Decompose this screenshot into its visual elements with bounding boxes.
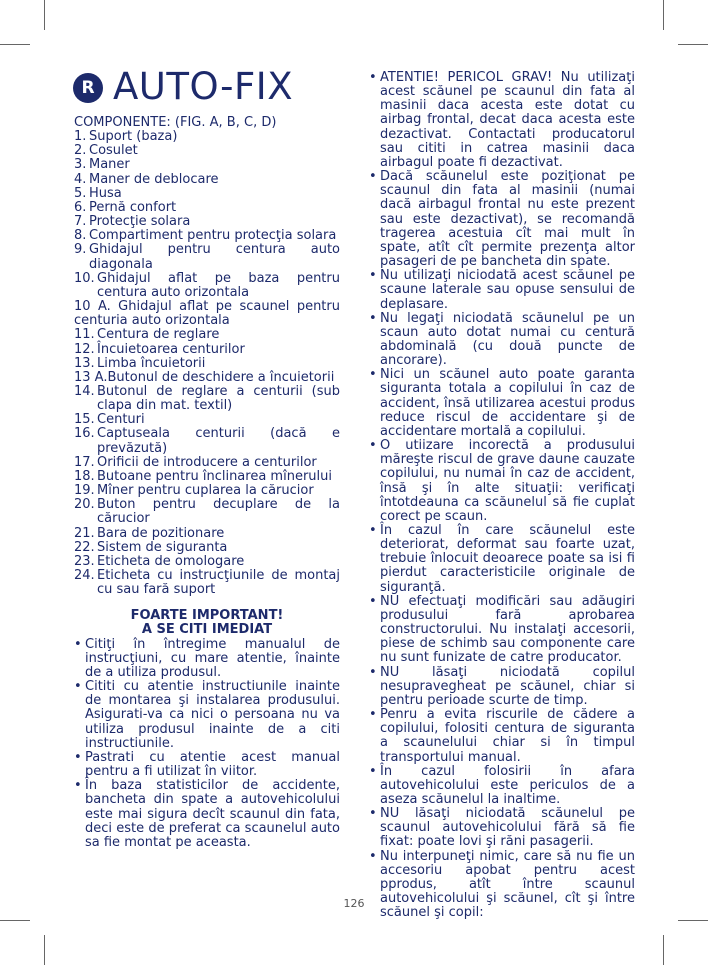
- component-number: 4.: [74, 171, 87, 187]
- bullet-icon: •: [74, 749, 82, 765]
- bullet-text: Citiţi în întregime manualul de instrucţiuni, cu mare atentie, înainte de a utiliza produsul.: [85, 636, 340, 680]
- component-number: 6.: [74, 199, 87, 215]
- component-item: [74, 130, 340, 144]
- component-label: Compartiment pentru protecţia solara: [89, 228, 337, 244]
- bullet-item: [369, 439, 635, 524]
- bullet-item: [369, 666, 635, 708]
- component-number: 17.: [74, 454, 95, 470]
- bullet-text: În cazul în care scăunelul este deteriorat, deformat sau foarte uzat, trebuie înlocuit deoarece poate sa isi fi pierdut caracteristicile originale de siguranţă.: [380, 523, 635, 595]
- component-item: [74, 357, 340, 371]
- component-item: [74, 328, 340, 342]
- bullet-icon: •: [369, 806, 377, 822]
- component-number: 22.: [74, 539, 95, 555]
- component-label: Centuri: [97, 412, 145, 428]
- component-number: 13 A.: [74, 369, 108, 385]
- component-number: 3.: [74, 157, 87, 173]
- bullet-icon: •: [369, 707, 377, 723]
- bullet-text: Nu legaţi niciodată scăunelul pe un scaun auto dotat numai cu centură abdominală (cu două puncte de ancorare).: [380, 310, 635, 369]
- crop-mark: [663, 935, 664, 965]
- crop-mark: [0, 44, 30, 45]
- component-number: 8.: [74, 228, 87, 244]
- bullet-item: [369, 71, 635, 170]
- component-number: 15.: [74, 412, 95, 428]
- bullet-text: Cititi cu atentie instructiunile inainte de montarea şi instalarea produsului. Asigurati-va ca nici o persoana nu va utiliza produsul inainte de a citi instructiunile.: [85, 679, 340, 751]
- component-label: Buton pentru decuplare de la cărucior: [97, 497, 340, 527]
- bullet-text: Penru a evita riscurile de cădere a copilului, folositi centura de siguranta a scaunelului chiar si în timpul transportului manual.: [380, 707, 635, 765]
- component-item: [74, 173, 340, 187]
- component-label: Centura de reglare: [97, 327, 220, 343]
- bullet-text: Nu interpuneţi nimic, care să nu fie un accesoriu apobat pentru acest pprodus, atît între scaunul autovehicolului şi scăunel, cît şi între scăunel şi copil:: [380, 848, 635, 921]
- component-label: Bara de pozitionare: [97, 525, 225, 541]
- component-label: Mîner pentru cuplarea la cărucior: [97, 483, 314, 499]
- component-item: 10 A. Ghidajul aflat pe scaunel pentru centuria auto orizontala: [74, 299, 340, 329]
- component-item: [74, 456, 340, 470]
- left-bullet-list: [74, 638, 340, 850]
- left-column: [74, 116, 340, 850]
- bullet-icon: •: [369, 310, 377, 326]
- component-number: 2.: [74, 143, 87, 159]
- page-number: 126: [343, 897, 365, 910]
- component-label: Maner: [89, 157, 130, 173]
- component-number: 10.: [74, 270, 95, 286]
- component-label: Pernă confort: [89, 199, 177, 215]
- bullet-item: [369, 269, 635, 311]
- component-label: Ghidajul pentru centura auto diagonala: [89, 242, 340, 272]
- component-number: 21.: [74, 525, 95, 541]
- component-label: Suport (baza): [89, 129, 178, 145]
- bullet-icon: •: [74, 679, 82, 695]
- component-item: [74, 484, 340, 498]
- bullet-text: NU lăsaţi niciodată copilul nesupravegheat pe scăunel, chiar si pentru perioade scurte de timp.: [380, 664, 635, 708]
- component-item: [74, 498, 340, 526]
- component-number: 11.: [74, 327, 95, 343]
- component-label: Husa: [89, 185, 122, 201]
- component-item: [74, 371, 340, 385]
- component-number: 23.: [74, 553, 95, 569]
- component-number: 1.: [74, 129, 87, 145]
- bullet-text: În cazul folosirii în afara autovehicolului este periculos de a aseza scăunelul la inaltime.: [380, 763, 635, 807]
- component-label: Butoane pentru înclinarea mînerului: [97, 468, 332, 484]
- component-item: [74, 413, 340, 427]
- bullet-icon: •: [369, 169, 377, 185]
- component-item: [74, 343, 340, 357]
- bullet-icon: •: [369, 848, 377, 864]
- component-item: [74, 385, 340, 413]
- bullet-text: Dacă scăunelul este poziţionat pe scaunul din fata al masinii (numai dacă airbagul frontal nu este prezent sau este dezactivat), se recomandă tragerea acestuia cît mai mult în spate, atît cît permite prezenţa altor pasageri de pe bancheta din spate.: [380, 169, 635, 270]
- language-badge: R: [73, 73, 103, 103]
- component-item: [74, 158, 340, 172]
- components-heading: COMPONENTE: (FIG. A, B, C, D): [74, 115, 277, 130]
- bullet-icon: •: [369, 70, 377, 85]
- bullet-icon: •: [369, 664, 377, 680]
- crop-mark: [44, 935, 45, 965]
- bullet-item: [369, 312, 635, 369]
- crop-mark: [678, 44, 708, 45]
- bullet-text: O utiizare incorectă a produsului măreşte riscul de grave daune cauzate copilului, nu numai în caz de accident, însă şi în alte situaţii: verificaţi întotdeauna ca scăunelul să fie cuplat corect pe scaun.: [380, 438, 635, 524]
- component-number: 14.: [74, 383, 95, 399]
- component-label: Captuseala centurii (dacă e prevăzută): [97, 426, 340, 456]
- bullet-item: [369, 807, 635, 849]
- component-label: Încuietoarea centurilor: [97, 341, 245, 357]
- component-label: Butonul de deschidere a încuietorii: [107, 369, 335, 385]
- bullet-item: [369, 708, 635, 765]
- component-label: Eticheta cu instrucţiunile de montaj cu sau fară suport: [97, 568, 340, 598]
- component-number: 7.: [74, 214, 87, 230]
- component-label: Maner de deblocare: [89, 171, 219, 187]
- components-list: [74, 130, 340, 597]
- bullet-item: [369, 595, 635, 666]
- important-heading-2: A SE CITI IMEDIAT: [141, 622, 273, 638]
- bullet-text: Pastrati cu atentie acest manual pentru a fi utilizat în viitor.: [85, 749, 340, 780]
- bullet-item: [74, 751, 340, 779]
- bullet-item: [74, 779, 340, 850]
- component-item: [74, 201, 340, 215]
- component-item: [74, 272, 340, 300]
- bullet-icon: •: [369, 438, 377, 454]
- bullet-text: Nu utilizaţi niciodată acest scăunel pe scaune laterale sau opuse sensului de deplasare.: [380, 268, 635, 312]
- bullet-item: [369, 524, 635, 595]
- page-title: AUTO-FIX: [113, 65, 294, 108]
- component-item: [74, 541, 340, 555]
- component-item: [74, 527, 340, 541]
- important-heading-1: FOARTE IMPORTANT!: [130, 608, 284, 624]
- bullet-icon: •: [369, 367, 377, 383]
- component-number: 19.: [74, 483, 95, 499]
- crop-mark: [678, 920, 708, 921]
- bullet-icon: •: [369, 763, 377, 779]
- bullet-item: [369, 765, 635, 807]
- component-item: [74, 569, 340, 597]
- component-item: [74, 144, 340, 158]
- bullet-item: [74, 680, 340, 751]
- bullet-icon: •: [74, 636, 82, 652]
- bullet-text: NU lăsaţi niciodată scăunelul pe scaunul autovehicolului fără să fie fixat: poate lovi şi răni pasagerii.: [380, 806, 635, 850]
- bullet-icon: •: [369, 593, 377, 609]
- bullet-icon: •: [74, 778, 82, 794]
- component-label: Limba încuietorii: [97, 355, 206, 371]
- component-item: [74, 427, 340, 455]
- component-label: Protecţie solara: [89, 214, 191, 230]
- crop-mark: [44, 0, 45, 30]
- bullet-text: NU efectuaţi modificări sau adăugiri produsului fară aprobarea constructorului. Nu instalaţi accesorii, piese de schimb sau componente care nu sunt funizate de catre producator.: [380, 593, 635, 666]
- component-item: [74, 470, 340, 484]
- component-item: [74, 215, 340, 229]
- component-item: [74, 229, 340, 243]
- right-bullet-list: [369, 71, 635, 920]
- component-number: 13.: [74, 355, 95, 371]
- component-label: Ghidajul aflat pe baza pentru centura auto orizontala: [97, 270, 340, 300]
- crop-mark: [663, 0, 664, 30]
- component-label: Sistem de siguranta: [97, 539, 228, 555]
- component-label: Eticheta de omologare: [97, 553, 245, 569]
- bullet-item: [369, 170, 635, 269]
- component-number: 9.: [74, 242, 87, 258]
- bullet-text: Nici un scăunel auto poate garanta siguranta totala a copilului în caz de accident, însă utilizarea acestui produs reduce riscul de accidentare şi de accidentare mortală a copilului.: [380, 367, 635, 439]
- bullet-icon: •: [369, 523, 377, 538]
- crop-mark: [0, 920, 30, 921]
- bullet-item: [369, 368, 635, 439]
- component-item: [74, 555, 340, 569]
- component-label: Orificii de introducere a centurilor: [97, 454, 317, 470]
- component-item: [74, 243, 340, 271]
- bullet-icon: •: [369, 268, 377, 284]
- component-item: [74, 187, 340, 201]
- component-label: Cosulet: [89, 143, 138, 159]
- bullet-text: În baza statisticilor de accidente, bancheta din spate a autovehicolului este mai sigura decît scaunul din fata, deci este de preferat ca scaunelul auto sa fie montat pe aceasta.: [85, 778, 340, 850]
- component-number: 24.: [74, 568, 95, 583]
- component-number: 20.: [74, 497, 95, 513]
- component-number: 16.: [74, 426, 95, 442]
- component-number: 12.: [74, 341, 95, 357]
- component-number: 5.: [74, 185, 87, 201]
- bullet-item: [74, 638, 340, 680]
- component-number: 18.: [74, 468, 95, 484]
- right-column: [369, 71, 635, 920]
- component-label: Butonul de reglare a centurii (sub clapa din mat. textil): [97, 383, 340, 414]
- bullet-text: ATENTIE! PERICOL GRAV! Nu utilizaţi acest scăunel pe scaunul din fata al masinii daca acesta este dotat cu airbag frontal, decat daca acesta este dezactivat. Contactati producatorul sau cititi in catrea masinii daca airbagul poate fi dezactivat.: [380, 70, 635, 170]
